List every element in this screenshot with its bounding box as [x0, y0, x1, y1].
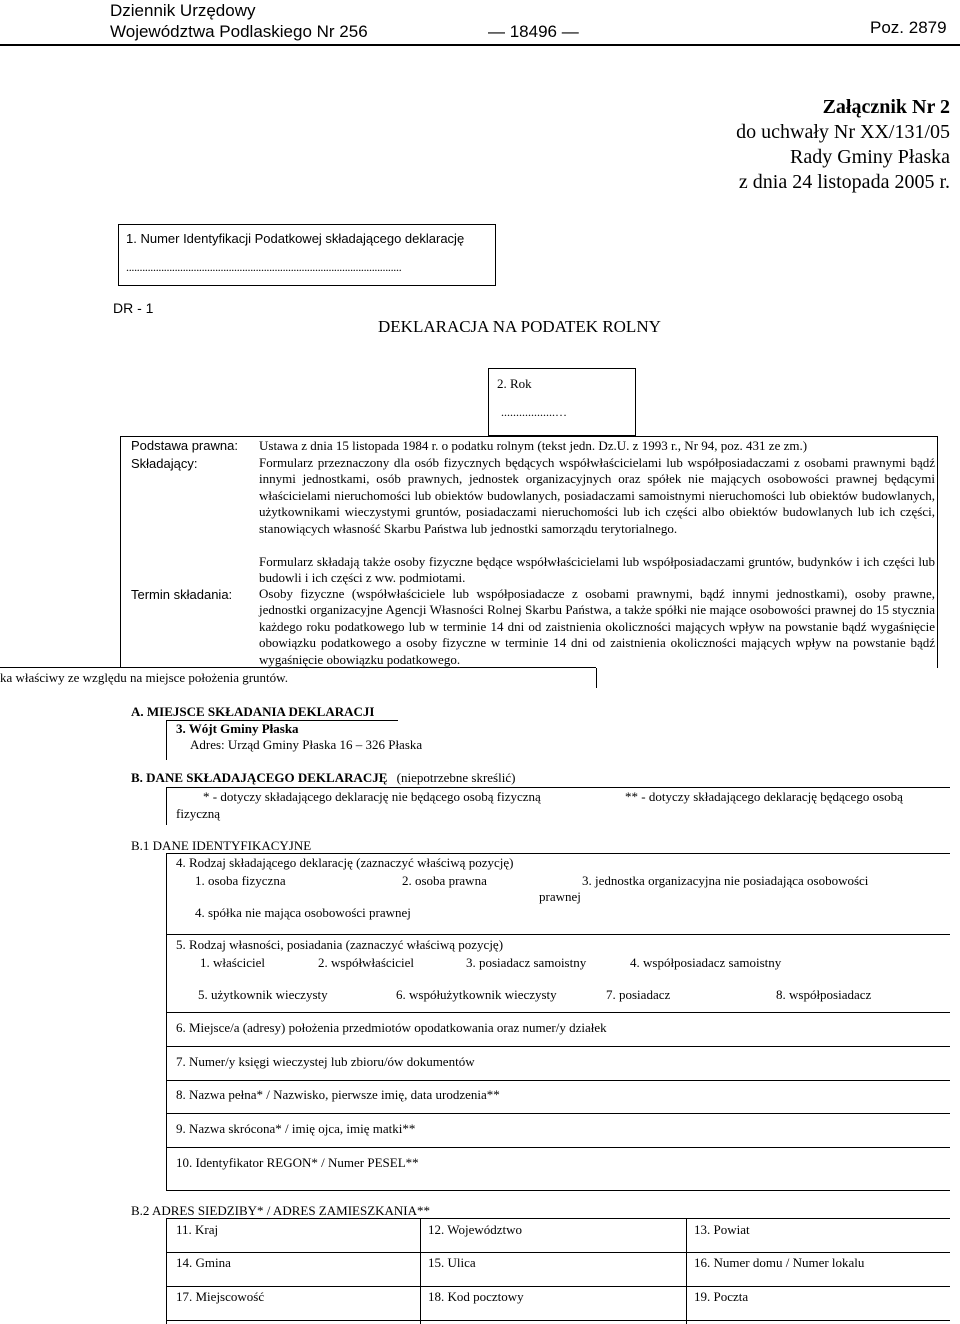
- field-7-label[interactable]: 7. Numer/y księgi wieczystej lub zbioru/ów dokumentów: [176, 1054, 475, 1069]
- basis-text: Ustawa z dnia 15 listopada 1984 r. o podatku rolnym (tekst jedn. Dz.U. z 1993 r., Nr 94, poz. 431 ze zm.): [259, 438, 808, 453]
- field-19-post-office[interactable]: 19. Poczta: [694, 1289, 749, 1304]
- section-b2-col1: [420, 1218, 421, 1324]
- journal-title-line1: Dziennik Urzędowy: [110, 1, 256, 20]
- field-5-option-5[interactable]: 5. użytkownik wieczysty: [198, 987, 328, 1002]
- field-16-house-number[interactable]: 16. Numer domu / Numer lokalu: [694, 1255, 865, 1270]
- section-b-left-rule: [166, 787, 167, 825]
- field-5-option-7[interactable]: 7. posiadacz: [606, 987, 671, 1002]
- nip-label: 1. Numer Identyfikacji Podatkowej składającego deklarację: [126, 231, 465, 246]
- field-6-rule: [166, 1046, 950, 1047]
- section-a-rule: [166, 720, 167, 760]
- note-single-star: * - dotyczy składającego deklarację nie będącego osobą fizyczną: [203, 789, 541, 804]
- section-b-title: B. DANE SKŁADAJĄCEGO DEKLARACJĘ: [131, 770, 388, 785]
- year-field[interactable]: ..................…: [501, 405, 567, 419]
- filer-label: Składający:: [131, 456, 198, 471]
- nip-box[interactable]: [118, 224, 496, 286]
- section-b2-box: [166, 1218, 950, 1324]
- field-15-street[interactable]: 15. Ulica: [428, 1255, 476, 1270]
- recipient-address: Adres: Urząd Gminy Płaska 16 – 326 Płaska: [190, 737, 423, 752]
- field-4-option-4[interactable]: 4. spółka nie mająca osobowości prawnej: [195, 905, 411, 920]
- annex-line1: do uchwały Nr XX/131/05: [736, 121, 950, 143]
- journal-title-line2: Województwa Podlaskiego Nr 256: [110, 22, 368, 41]
- field-4-label: 4. Rodzaj składającego deklarację (zaznaczyć właściwą pozycję): [176, 855, 514, 870]
- section-b-rule: [166, 787, 950, 788]
- field-12-voivodeship[interactable]: 12. Województwo: [428, 1222, 523, 1237]
- form-title: DEKLARACJA NA PODATEK ROLNY: [378, 317, 661, 336]
- nip-field[interactable]: ......................................................................................................: [126, 260, 402, 274]
- page-number: — 18496 —: [488, 22, 579, 41]
- deadline-label: Termin składania:: [131, 587, 233, 602]
- deadline-text: Osoby fizyczne (współwłaściciele lub współposiadacze z osobami prawnymi, bądź innymi jednostkami), osoby prawne, jednostki organizacyjne Agencji Własności Rolnej Skarbu Państwa, a także spółki nie mające osobowości prawnej do 15 stycznia każdego roku podatkowego lub w terminie 14 dni od zaistnienia okoliczności mających wpływ na powstanie bądź wygaśnięcie obowiązku podatkowego a osoby fizyczne w terminie 14 dni od zaistnienia okoliczności mających wpływ na powstanie bądź wygaśnięcie obowiązku podatkowego.: [259, 586, 935, 667]
- field-4-option-2[interactable]: 2. osoba prawna: [402, 873, 487, 888]
- field-13-county[interactable]: 13. Powiat: [694, 1222, 750, 1237]
- field-5-option-3[interactable]: 3. posiadacz samoistny: [466, 955, 587, 970]
- section-b1-title: B.1 DANE IDENTYFIKACYJNE: [131, 838, 312, 853]
- field-4-rule: [166, 934, 950, 935]
- section-a-title: A. MIEJSCE SKŁADANIA DEKLARACJI: [131, 704, 375, 719]
- section-b2-col2: [686, 1218, 687, 1324]
- field-3-recipient: 3. Wójt Gminy Płaska: [176, 721, 299, 736]
- field-4-option-3-cont: prawnej: [539, 889, 581, 904]
- annex-line3: z dnia 24 listopada 2005 r.: [738, 171, 950, 193]
- section-b-title-wrap: [131, 770, 515, 786]
- field-17-locality[interactable]: 17. Miejscowość: [176, 1289, 265, 1304]
- field-6-label[interactable]: 6. Miejsce/a (adresy) położenia przedmiotów opodatkowania oraz numer/y działek: [176, 1020, 607, 1035]
- field-10-label[interactable]: 10. Identyfikator REGON* / Numer PESEL**: [176, 1155, 419, 1170]
- field-5-option-4[interactable]: 4. współposiadacz samoistny: [630, 955, 782, 970]
- field-8-rule: [166, 1113, 950, 1114]
- section-b2-row3: [166, 1320, 950, 1321]
- field-14-commune[interactable]: 14. Gmina: [176, 1255, 231, 1270]
- header-rule: [0, 44, 960, 46]
- form-code: DR - 1: [113, 300, 154, 316]
- section-b2-row2: [166, 1286, 950, 1287]
- year-box[interactable]: [488, 368, 636, 436]
- field-8-label[interactable]: 8. Nazwa pełna* / Nazwisko, pierwsze imię, data urodzenia**: [176, 1087, 500, 1102]
- field-5-label: 5. Rodzaj własności, posiadania (zaznaczyć właściwą pozycję): [176, 937, 504, 952]
- year-label: 2. Rok: [497, 376, 532, 391]
- field-7-rule: [166, 1080, 950, 1081]
- field-4-option-1[interactable]: 1. osoba fizyczna: [195, 873, 286, 888]
- field-5-option-2[interactable]: 2. współwłaściciel: [318, 955, 415, 970]
- field-11-country[interactable]: 11. Kraj: [176, 1222, 219, 1237]
- field-5-rule: [166, 1012, 950, 1013]
- place-text: ka właściwy ze względu na miejsce położenia gruntów.: [0, 670, 288, 685]
- note-double-star: ** - dotyczy składającego deklarację będącego osobą: [625, 789, 903, 804]
- section-b2-title: B.2 ADRES SIEDZIBY* / ADRES ZAMIESZKANIA**: [131, 1203, 431, 1218]
- field-9-rule: [166, 1147, 950, 1148]
- note-double-star-cont: fizyczną: [176, 806, 221, 821]
- field-5-option-6[interactable]: 6. współużytkownik wieczysty: [396, 987, 557, 1002]
- section-b2-row1: [166, 1252, 950, 1253]
- field-5-option-1[interactable]: 1. właściciel: [200, 955, 265, 970]
- annex-title: Załącznik Nr 2: [822, 96, 950, 118]
- field-9-label[interactable]: 9. Nazwa skrócona* / imię ojca, imię matki**: [176, 1121, 416, 1136]
- field-18-postal-code[interactable]: 18. Kod pocztowy: [428, 1289, 524, 1304]
- field-5-option-8[interactable]: 8. współposiadacz: [776, 987, 872, 1002]
- filer-text-1: Formularz przeznaczony dla osób fizycznych będących współwłaścicielami lub współposiadaczami z osobami prawnymi bądź innymi jednostkami, osób prawnych, jednostek organizacyjnych oraz spółek nie mających osobowości prawnej będącymi właścicielami nieruchomości lub obiektów budowlanych, posiadaczami samoistnymi nieruchomości lub obiektów budowlanych, użytkownikami wieczystymi gruntów, posiadaczami nieruchomości lub ich części albo obiektów budowlanych lub ich części, stanowiących własność Skarbu Państwa lub jednostki samorządu terytorialnego.: [259, 455, 935, 536]
- legal-box-tab: [596, 668, 597, 688]
- field-4-option-3[interactable]: 3. jednostka organizacyjna nie posiadająca osobowości: [582, 873, 869, 888]
- annex-line2: Rady Gminy Płaska: [790, 146, 950, 168]
- section-b-note: (niepotrzebne skreślić): [396, 770, 516, 785]
- filer-text-2: Formularz składają także osoby fizyczne będące współwłaścicielami lub współposiadaczami gruntów, budynków i ich części lub budowli i ich części z ww. podmiotami.: [259, 554, 935, 586]
- basis-label: Podstawa prawna:: [131, 438, 238, 453]
- position-number: Poz. 2879: [870, 18, 947, 37]
